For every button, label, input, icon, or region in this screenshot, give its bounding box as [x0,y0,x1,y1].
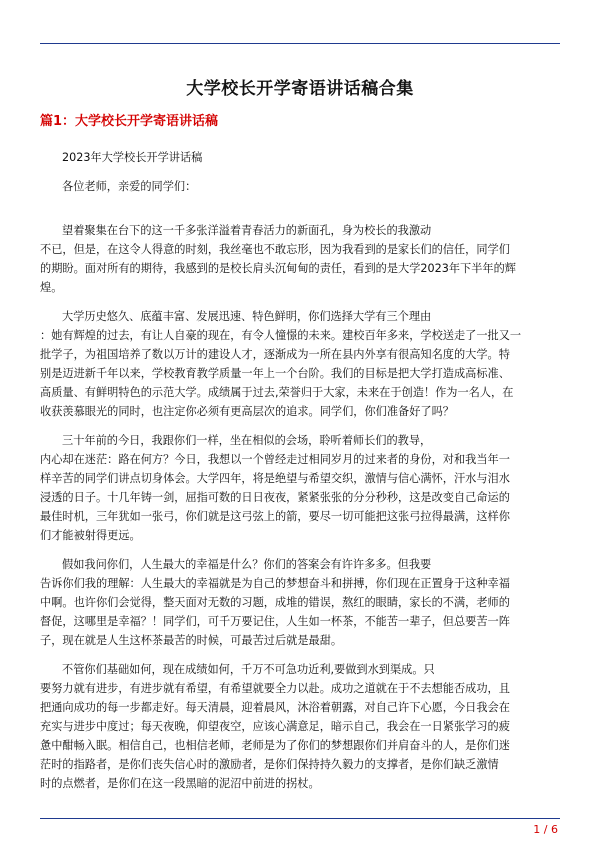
paragraph-line: 大学历史悠久、底蕴丰富、发展迅速、特色鲜明，你们选择大学有三个理由 [62,310,432,323]
paragraph-line: 中啊。也许你们会觉得，整天面对无数的习题，成堆的错误，熬红的眼睛，家长的不满，老师的 [40,596,510,609]
paragraph-line: 惫中酣畅入眠。相信自己，也相信老师，老师是为了你们的梦想跟你们并肩奋斗的人，是你们迷 [40,739,510,752]
paragraph-line: 煌。 [40,281,63,294]
paragraph-line: 收获羡慕眼光的同时，也注定你必须有更高层次的追求。同学们，你们准备好了吗？ [40,405,454,418]
paragraph-line: 把通向成功的每一步都走好。每天清晨，迎着晨风，沐浴着朝露，对自己许下心愿，今日我会在 [40,701,510,714]
paragraph-line: ：她有辉煌的过去，有让人自豪的现在，有令人憧憬的未来。建校百年多来，学校送走了一批又一 [40,329,522,342]
paragraph-line: 最佳时机，三年犹如一张弓，你们就是这弓弦上的箭，要尽一切可能把这张弓拉得最满，这样你 [40,510,510,523]
speech-title: 2023年大学校长开学讲话稿 [62,151,203,164]
salutation: 各位老师，亲爱的同学们： [62,180,197,193]
paragraph-line: 要努力就有进步，有进步就有希望，有希望就要全力以赴。成功之道就在于不去想能否成功，且 [40,682,510,695]
paragraph-line: 高质量、有鲜明特色的示范大学。成绩属于过去,荣誉归于大家，未来在于创造！作为一名人，在 [40,386,514,399]
paragraph-line: 望着聚集在台下的这一千多张洋溢着青春活力的新面孔，身为校长的我激动 [62,224,432,237]
paragraph-line: 子，现在就是人生这杯茶最苦的时候，可最苦过后就是最甜。 [40,634,343,647]
document-body [40,148,560,793]
paragraph-line: 样辛苦的同学们讲点切身体会。大学四年，将是绝望与希望交织，激情与信心满怀，汗水与泪水 [40,472,510,485]
paragraph-line: 不已，但是，在这令人得意的时刻，我丝毫也不敢忘形，因为我看到的是家长们的信任，同学们 [40,243,510,256]
paragraph-line: 别是迈进新千年以来，学校教育教学质量一年上一个台阶。我们的目标是把大学打造成高标准、 [40,367,510,380]
paragraph-line: 三十年前的今日，我跟你们一样，坐在相似的会场，聆听着师长们的教导， [62,434,432,447]
paragraph-line: 的期盼。面对所有的期待，我感到的是校长肩头沉甸甸的责任，看到的是大学2023年下半年的辉 [40,262,516,275]
paragraph-line: 充实与进步中度过；每天夜晚，仰望夜空，应该心满意足，暗示自己，我会在一日紧张学习的疲 [40,720,510,733]
paragraph-line: 茫时的指路者，是你们丧失信心时的激励者，是你们保持持久毅力的支撑者，是你们缺乏激情 [40,758,499,771]
paragraph-line: 假如我问你们，人生最大的幸福是什么？你们的答案会有许许多多。但我要 [62,558,432,571]
paragraph-line: 内心却在迷茫：路在何方？今日，我想以一个曾经走过相同岁月的过来者的身份，对和我当年一 [40,453,510,466]
paragraph-line: 时的点燃者，是你们在这一段黑暗的泥沼中前进的拐杖。 [40,777,320,790]
paragraph-line: 告诉你们我的理解：人生最大的幸福就是为自己的梦想奋斗和拼搏，你们现在正置身于这种幸福 [40,577,510,590]
paragraph-line: 批学子，为祖国培养了数以万计的建设人才，逐渐成为一所在县内外享有很高知名度的大学。特 [40,348,510,361]
section-heading: 篇1：大学校长开学寄语讲话稿 [40,114,219,129]
paragraph-line: 浸透的日子。十几年铸一剑，屈指可数的日日夜夜，紧紧张张的分分秒秒，这是改变自己命运的 [40,491,510,504]
paragraph-line: 督促，这哪里是幸福？！同学们，可千万要记住，人生如一杯茶，不能苦一辈子，但总要苦一阵 [40,615,510,628]
paragraph-line: 不管你们基础如何，现在成绩如何，千万不可急功近利,要做到水到渠成。只 [62,663,435,676]
paragraph-line: 们才能被射得更远。 [40,529,141,542]
header-rule [40,43,560,44]
page-number: 1 / 6 [533,823,558,836]
footer-rule [40,818,560,819]
document-title: 大学校长开学寄语讲话稿合集 [186,79,414,99]
